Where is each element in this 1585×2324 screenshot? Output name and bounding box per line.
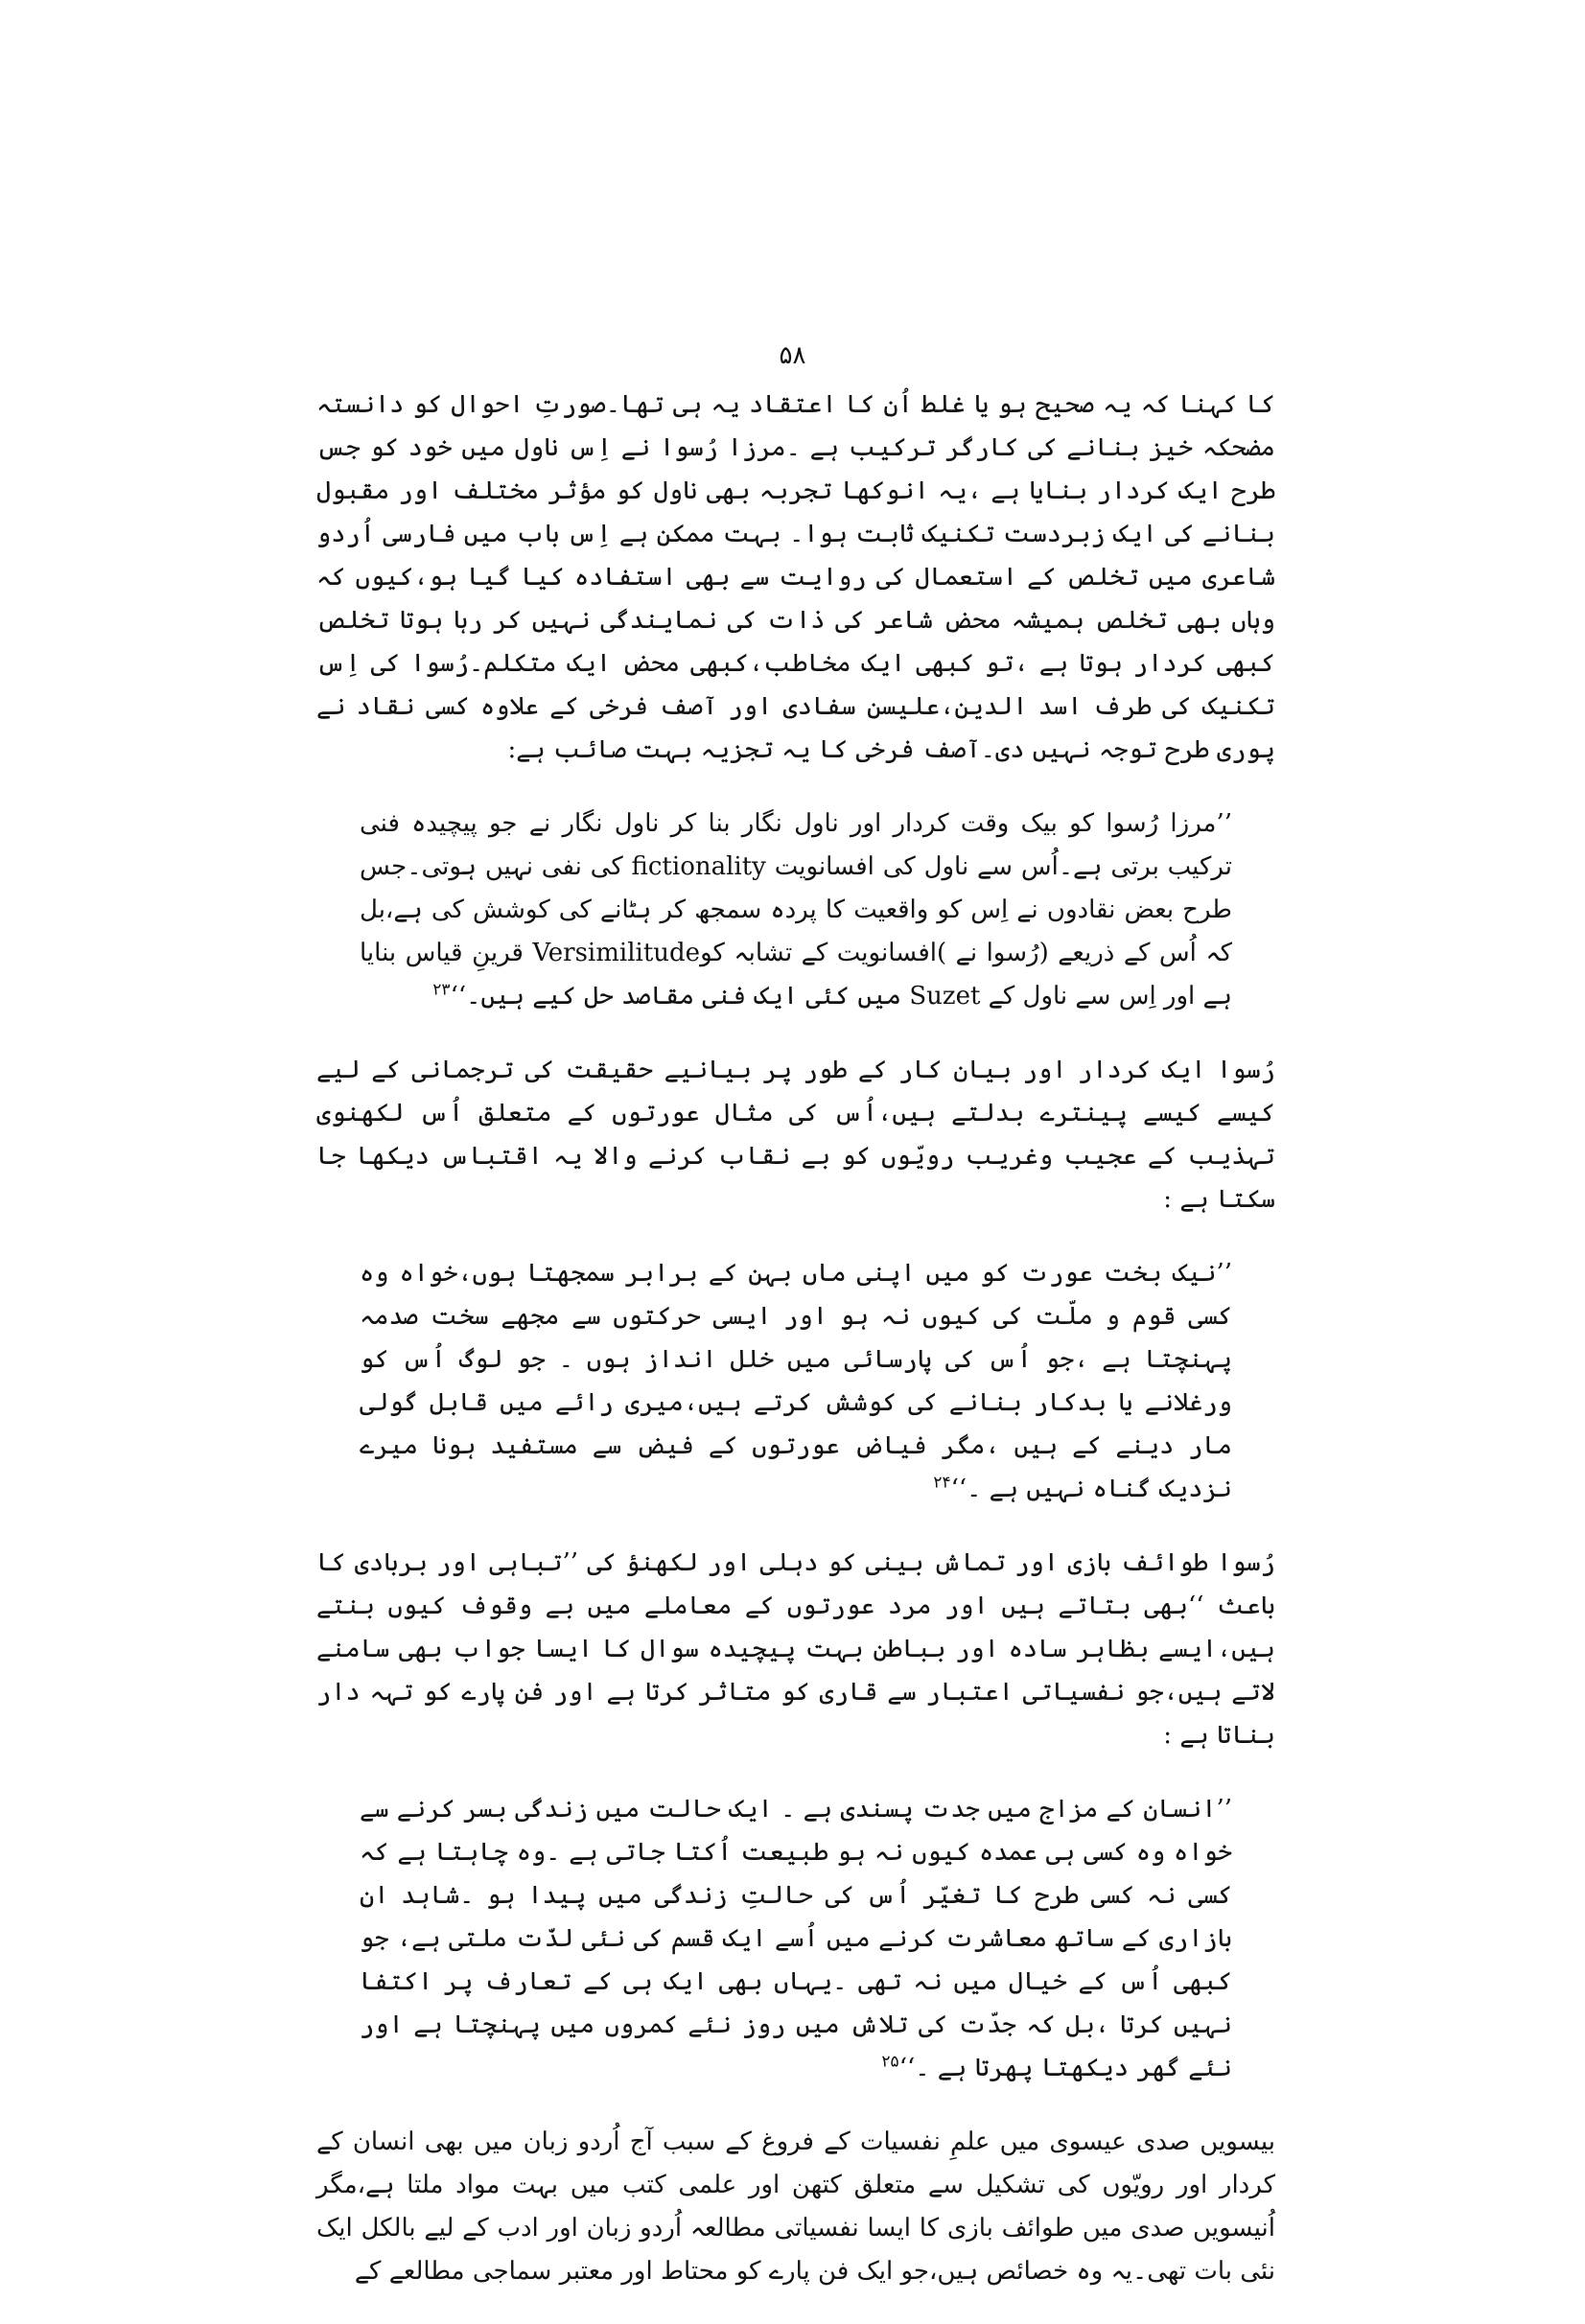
block-quote-2 (360, 1252, 1232, 1511)
page-number: ۵۸ (779, 341, 806, 370)
paragraph-1: کا کہنا کہ یہ صحیح ہو یا غلط اُن کا اعتقاد یہ ہی تھا۔صورتِ احوال کو دانستہ مضحکہ خیز بنانے کی کارگر ترکیب ہے ۔مرزا رُسوا نے اِس ناول میں خود کو جس طرح ایک کردار بنایا ہے ،یہ انوکھا تجربہ بھی ناول کو مؤثر مختلف اور مقبول بنانے کی ایک زبردست تکنیک ثابت ہوا۔ بہت ممکن ہے اِس باب میں فارسی اُردو شاعری میں تخلص کے استعمال کی روایت سے بھی استفادہ کیا گیا ہو،کیوں کہ وہاں بھی تخلص ہمیشہ محض شاعر کی ذات کی نمایندگی نہیں کر رہا ہوتا تخلص کبھی کردار ہوتا ہے ،تو کبھی ایک مخاطب،کبھی محض ایک متکلم۔رُسوا کی اِس تکنیک کی طرف اسد الدین،علیسن سفادی اور آصف فرخی کے علاوہ کسی نقاد نے پوری طرح توجہ نہیں دی۔آصف فرخی کا یہ تجزیہ بہت صائب ہے: (316, 390, 1275, 764)
block-quote-3 (360, 1788, 1232, 2090)
block-quote-3-text: ’’انسان کے مزاج میں جدت پسندی ہے ۔ ایک حالت میں زندگی بسر کرنے سے خواہ وہ کسی ہی عمدہ کیوں نہ ہو طبیعت اُکتا جاتی ہے ۔وہ چاہتا ہے کہ کسی نہ کسی طرح کا تغیّر اُس کی حالتِ زندگی میں پیدا ہو ۔شاہد ان بازاری کے ساتھ معاشرت کرنے میں اُسے ایک قسم کی نئی لذّت ملتی ہے، جو کبھی اُس کے خیال میں نہ تھی ۔یہاں بھی ایک ہی کے تعارف پر اکتفا نہیں کرتا ،بل کہ جدّت کی تلاش میں روز نئے کمروں میں پہنچتا ہے اور نئے گھر دیکھتا پھرتا ہے ۔‘‘ (360, 1795, 1233, 2082)
footnote-marker-23: ۲۳ (432, 980, 451, 1000)
block-quote-2-text: ’’نیک بخت عورت کو میں اپنی ماں بہن کے برابر سمجھتا ہوں،خواہ وہ کسی قوم و ملّت کی کیوں نہ ہو اور ایسی حرکتوں سے مجھے سخت صدمہ پہنچتا ہے ،جو اُس کی پارسائی میں خلل انداز ہوں ۔ جو لوگ اُس کو ورغلانے یا بدکار بنانے کی کوشش کرتے ہیں،میری رائے میں قابل گولی مار دینے کے ہیں ،مگر فیاض عورتوں کے فیض سے مستفید ہونا میرے نزدیک گناہ نہیں ہے ۔‘‘ (360, 1259, 1232, 1503)
paragraph-3: رُسوا طوائف بازی اور تماش بینی کو دہلی اور لکھنؤ کی ’’تباہی اور بربادی کا باعث ‘‘بھی بتاتے ہیں اور مرد عورتوں کے معاملے میں بے وقوف کیوں بنتے ہیں،ایسے بظاہر سادہ اور بباطن بہت پیچیدہ سوال کا ایسا جواب بھی سامنے لاتے ہیں،جو نفسیاتی اعتبار سے قاری کو متاثر کرتا ہے اور فن پارے کو تہہ دار بناتا ہے : (316, 1548, 1276, 1750)
footnote-marker-25: ۲۵ (881, 2052, 899, 2072)
paragraph-4: بیسویں صدی عیسوی میں علمِ نفسیات کے فروغ کے سبب آج اُردو زبان میں بھی انسان کے کردار اور رویّوں کی تشکیل سے متعلق کتھن اور علمی کتب میں بہت مواد ملتا ہے،مگر اُنیسویں صدی میں طوائف بازی کا ایسا نفسیاتی مطالعہ اُردو زبان اور ادب کے لیے بالکل ایک نئی بات تھی۔یہ وہ خصائص ہیں،جو ایک فن پارے کو محتاط اور معتبر سماجی مطالعے کے (316, 2127, 1275, 2286)
block-quote-1-text: ’’مرزا رُسوا کو بیک وقت کردار اور ناول نگار بنا کر ناول نگار نے جو پیچیدہ فنی ترکیب برتی ہے۔اُس سے ناول کی افسانویت fictionality کی نفی نہیں ہوتی۔جس طرح بعض نقادوں نے اِس کو واقعیت کا پردہ سمجھ کر ہٹانے کی کوشش کی ہے،بل کہ اُس کے ذریعے (رُسوا نے )افسانویت کے تشابہ کوVersimilitude قرینِ قیاس بنایا ہے اور اِس سے ناول کے Suzet میں کئی ایک فنی مقاصد حل کیے ہیں۔‘‘ (360, 809, 1232, 1011)
block-quote-1 (360, 802, 1232, 1018)
paragraph-2: رُسوا ایک کردار اور بیان کار کے طور پر بیانیے حقیقت کی ترجمانی کے لیے کیسے کیسے پینترے بدلتے ہیں،اُس کی مثال عورتوں کے متعلق اُس لکھنوی تہذیب کے عجیب وغریب رویّوں کو بے نقاب کرنے والا یہ اقتباس دیکھا جا سکتا ہے : (316, 1056, 1275, 1214)
page-body (316, 383, 1275, 2324)
footnote-marker-24: ۲۴ (933, 1473, 951, 1493)
